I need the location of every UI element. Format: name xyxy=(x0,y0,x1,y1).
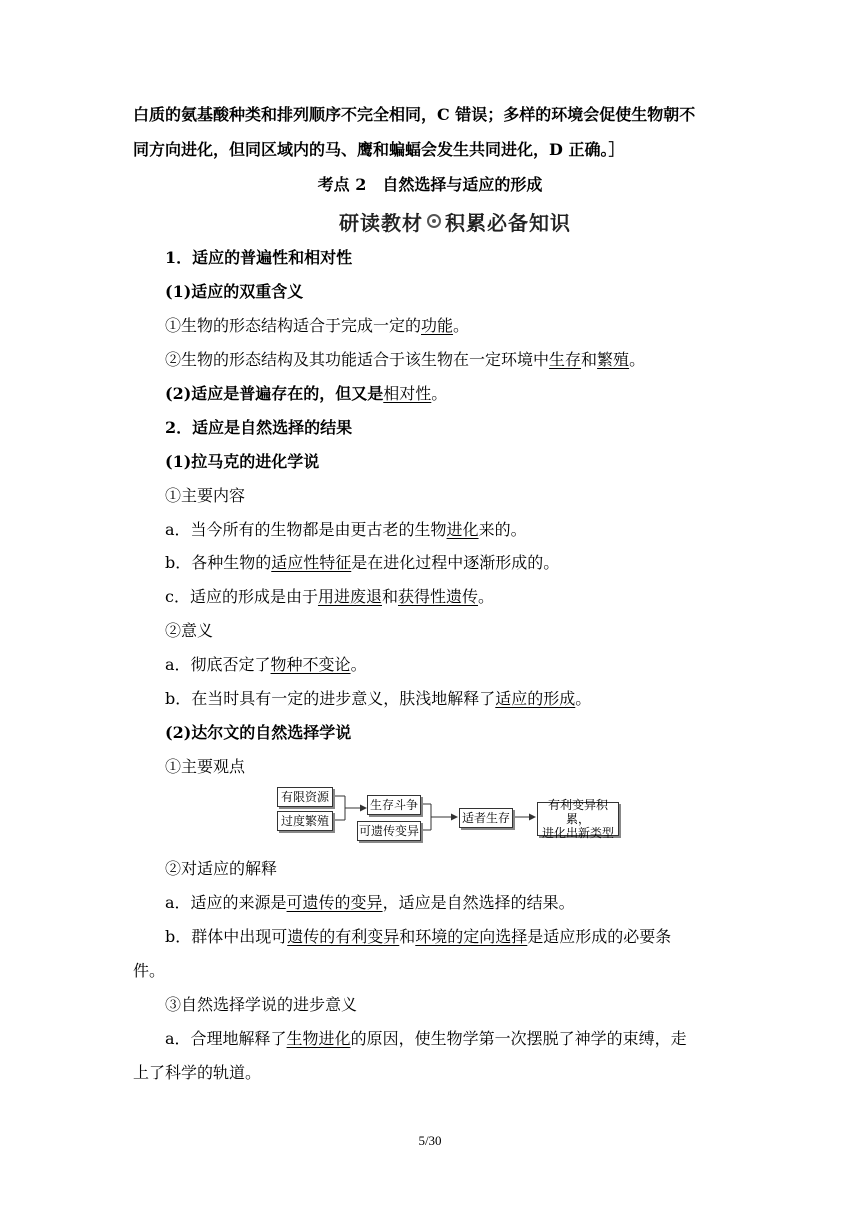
item-2-2-expl-b-cont: 件。 xyxy=(133,961,166,980)
item-2-1a: a．当今所有的生物都是由更古老的生物进化来的。 xyxy=(165,520,527,539)
item-1-1a: ①生物的形态结构适合于完成一定的功能。 xyxy=(165,316,470,335)
item-2-1b: b．各种生物的适应性特征是在进化过程中逐渐形成的。 xyxy=(165,553,560,572)
ornament-icon xyxy=(427,214,441,228)
section-title: 考点 2 自然选择与适应的形成 xyxy=(317,175,543,194)
significance-label: ②意义 xyxy=(165,621,214,640)
explanation-label: ②对适应的解释 xyxy=(165,859,278,878)
heading-1: 1．适应的普遍性和相对性 xyxy=(165,248,353,267)
subheading-2-2: (2)达尔文的自然选择学说 xyxy=(165,723,352,742)
item-1-1b: ②生物的形态结构及其功能适合于该生物在一定环境中生存和繁殖。 xyxy=(165,350,646,369)
answer-blank: 物种不变论 xyxy=(270,655,351,674)
item-2-1-sig-b: b．在当时具有一定的进步意义，肤浅地解释了适应的形成。 xyxy=(165,689,592,708)
item-2-1c: c．适应的形成是由于用进废退和获得性遗传。 xyxy=(165,587,495,606)
flow-box-heritable-variation: 可遗传变异 xyxy=(357,821,421,841)
answer-blank: 相对性 xyxy=(383,384,432,403)
answer-blank: 环境的定向选择 xyxy=(415,927,528,946)
answer-blank: 繁殖 xyxy=(597,350,630,369)
answer-blank: 获得性遗传 xyxy=(398,587,479,606)
intro-line-1: 白质的氨基酸种类和排列顺序不完全相同，C 错误；多样的环境会促使生物朝不 xyxy=(133,105,696,124)
answer-blank: 生物进化 xyxy=(286,1029,351,1048)
flow-box-new-types: 有利变异积累， 进化出新类型 xyxy=(537,802,619,836)
main-content-label: ①主要内容 xyxy=(165,486,246,505)
flow-box-struggle: 生存斗争 xyxy=(367,795,421,815)
intro-line-2: 同方向进化，但同区域内的马、鹰和蝙蝠会发生共同进化，D 正确。］ xyxy=(133,140,625,159)
item-2-1-sig-a: a．彻底否定了物种不变论。 xyxy=(165,655,367,674)
flow-box-limited-resources: 有限资源 xyxy=(277,787,333,807)
answer-blank: 适应的形成 xyxy=(495,689,576,708)
answer-blank: 进化 xyxy=(446,520,479,539)
answer-blank: 生存 xyxy=(549,350,582,369)
page-number: 5/30 xyxy=(418,1133,442,1148)
answer-blank: 功能 xyxy=(421,316,454,335)
answer-blank: 遗传的有利变异 xyxy=(287,927,400,946)
answer-blank: 可遗传的变异 xyxy=(286,893,383,912)
flow-box-overbreeding: 过度繁殖 xyxy=(277,811,333,831)
subheading-2-1: (1)拉马克的进化学说 xyxy=(165,452,320,471)
heading-2: 2．适应是自然选择的结果 xyxy=(165,418,353,437)
main-points-label: ①主要观点 xyxy=(165,757,246,776)
banner-left-text: 研读教材 xyxy=(339,210,423,235)
answer-blank: 适应性特征 xyxy=(271,553,352,572)
subheading-1-1: (1)适应的双重含义 xyxy=(165,282,304,301)
section-banner xyxy=(335,206,575,236)
item-2-2-expl-b: b．群体中出现可遗传的有利变异和环境的定向选择是适应形成的必要条 xyxy=(165,927,672,946)
banner-right-text: 积累必备知识 xyxy=(445,210,571,235)
item-1-2: (2)适应是普遍存在的，但又是相对性。 xyxy=(165,384,448,403)
item-2-2-expl-a: a．适应的来源是可遗传的变异，适应是自然选择的结果。 xyxy=(165,893,575,912)
flow-diagram xyxy=(277,784,622,842)
answer-blank: 用进废退 xyxy=(317,587,382,606)
item-2-2-prog-a: a．合理地解释了生物进化的原因，使生物学第一次摆脱了神学的束缚，走 xyxy=(165,1029,687,1048)
item-2-2-prog-a-cont: 上了科学的轨道。 xyxy=(133,1063,262,1082)
progress-label: ③自然选择学说的进步意义 xyxy=(165,995,358,1014)
flow-box-survival-of-fittest: 适者生存 xyxy=(459,808,513,828)
